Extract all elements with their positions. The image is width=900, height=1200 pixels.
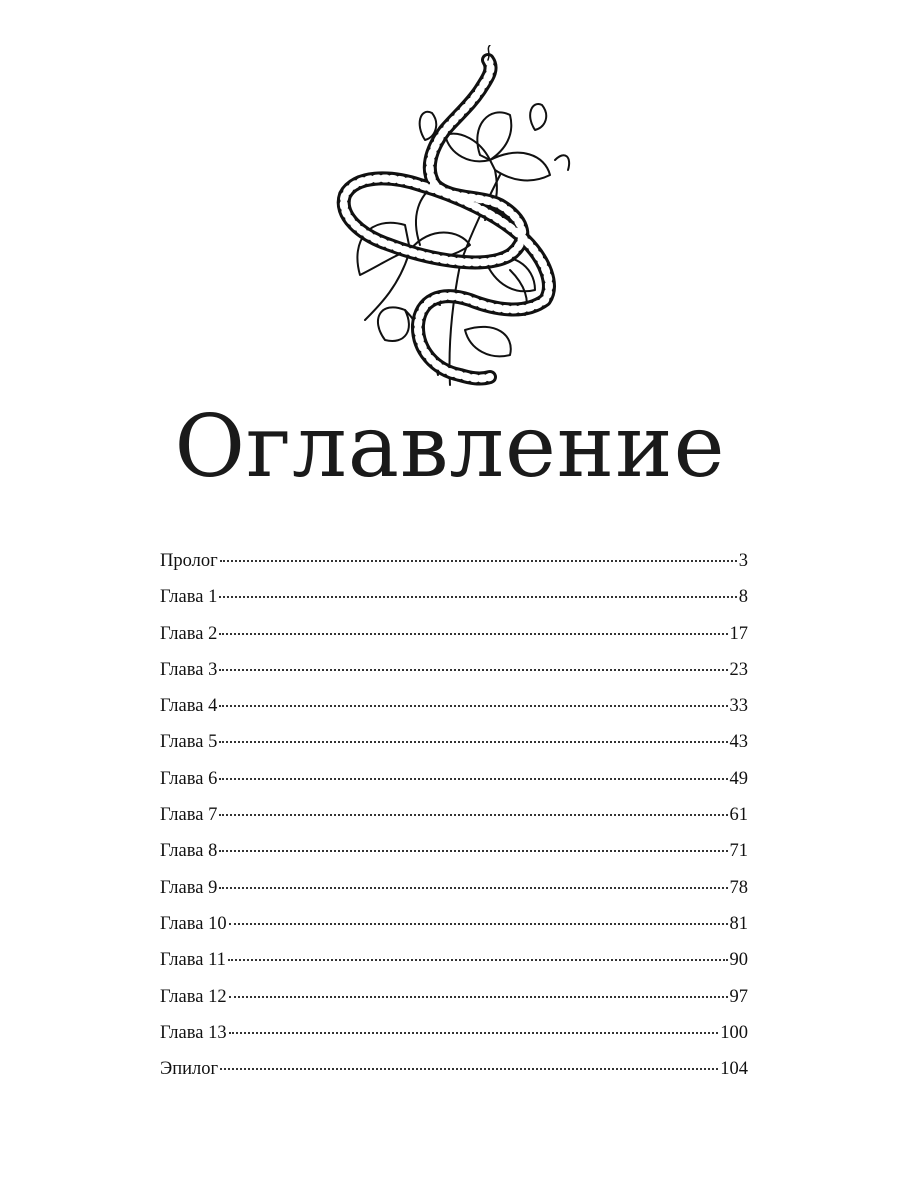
dot-leader [220, 559, 737, 562]
dot-leader [219, 740, 727, 743]
toc-entry-page-number: 97 [729, 986, 748, 1007]
toc-entry-page-number: 61 [729, 805, 748, 826]
toc-entry-page-number: 81 [729, 913, 748, 934]
dot-leader [219, 668, 727, 671]
toc-entry-page-number: 104 [720, 1059, 748, 1080]
toc-entry [160, 543, 748, 579]
toc-entry [160, 579, 748, 615]
dot-leader [219, 632, 727, 635]
toc-entry-page-number: 43 [729, 732, 748, 753]
toc-entry [160, 724, 748, 760]
toc-entry [160, 870, 748, 906]
toc-entry [160, 688, 748, 724]
toc-entry-page-number: 33 [729, 696, 748, 717]
toc-entry-page-number: 17 [729, 623, 748, 644]
dot-leader [219, 595, 736, 598]
toc-entry-label: Глава 3 [160, 659, 218, 680]
toc-entry-page-number: 49 [729, 768, 748, 789]
dot-leader [228, 958, 728, 961]
toc-entry-label: Глава 4 [160, 696, 218, 717]
toc-entry-label: Глава 2 [160, 623, 218, 644]
dot-leader [219, 704, 727, 707]
dot-leader [220, 1067, 718, 1070]
toc-entry-page-number: 78 [729, 877, 748, 898]
toc-entry-label: Пролог [160, 551, 218, 571]
toc-entry-label: Глава 8 [160, 841, 218, 862]
toc-entry-label: Глава 5 [160, 732, 218, 753]
toc-entry [160, 1015, 748, 1051]
toc-entry [160, 652, 748, 688]
toc-entry [160, 906, 748, 942]
toc-entry-label: Глава 1 [160, 587, 218, 608]
toc-entry-label: Глава 12 [160, 986, 227, 1007]
dot-leader [219, 849, 727, 852]
toc-entry [160, 979, 748, 1015]
dot-leader [219, 813, 727, 816]
toc-entry-page-number: 23 [729, 659, 748, 680]
toc-entry [160, 616, 748, 652]
toc-entry-label: Глава 7 [160, 805, 218, 826]
dot-leader [229, 1031, 719, 1034]
toc-entry [160, 942, 748, 978]
toc-entry-page-number: 71 [729, 841, 748, 862]
toc-entry [160, 761, 748, 797]
page-title: Оглавление [174, 397, 726, 497]
table-of-contents [160, 543, 748, 1087]
toc-entry-label: Глава 6 [160, 768, 218, 789]
dot-leader [219, 886, 727, 889]
snake-and-flowers-illustration [310, 45, 590, 400]
toc-entry-page-number: 3 [738, 551, 748, 571]
toc-entry-page-number: 8 [738, 587, 748, 608]
toc-entry [160, 797, 748, 833]
toc-entry-page-number: 100 [720, 1022, 748, 1043]
toc-entry-label: Глава 9 [160, 877, 218, 898]
toc-entry-label: Глава 11 [160, 950, 226, 971]
dot-leader [219, 777, 727, 780]
toc-entry-page-number: 90 [729, 950, 748, 971]
toc-entry-label: Глава 13 [160, 1022, 227, 1043]
toc-entry-label: Глава 10 [160, 913, 227, 934]
dot-leader [229, 922, 728, 925]
toc-entry-label: Эпилог [160, 1059, 219, 1080]
toc-entry [160, 833, 748, 869]
toc-entry [160, 1051, 748, 1087]
dot-leader [229, 995, 728, 998]
